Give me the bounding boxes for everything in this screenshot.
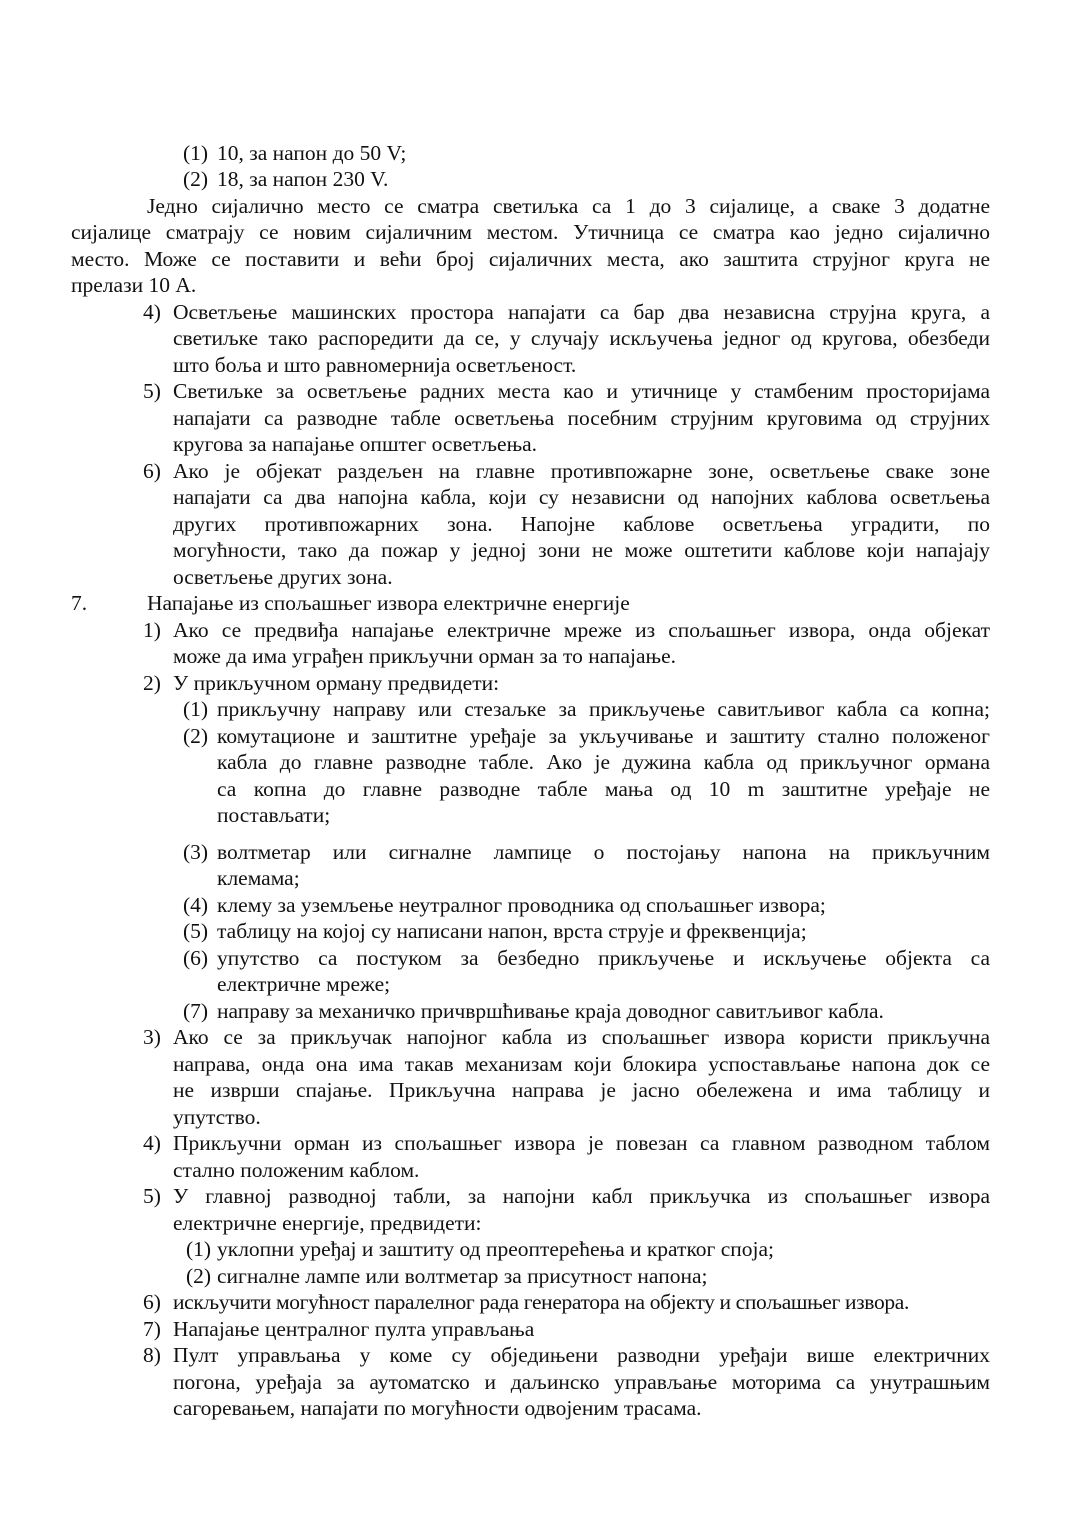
sublist-item-text: прикључну направу или стезаљке за прикључење савитљивог кабла са копна;: [217, 697, 990, 721]
list-item-text: не изврши спајање. Прикључна направа је јасно обележена и има таблицу и: [173, 1078, 990, 1102]
list-item-text: других противпожарних зона. Напојне каблове осветљења уградити, по: [173, 512, 990, 536]
list-item-text: У главној разводној табли, за напојни кабл прикључка из спољашњег извора: [173, 1184, 990, 1208]
paragraph-line: прелази 10 А.: [71, 273, 197, 297]
list-number: 2): [143, 671, 161, 695]
list-number: 5): [143, 379, 161, 403]
sublist-item-text: клемама;: [217, 866, 300, 890]
list-item-text: направа, онда она има такав механизам који блокира успостављање напона док се: [173, 1052, 990, 1076]
list-item-text: Прикључни орман из спољашњег извора је повезан са главном разводном таблом: [173, 1131, 990, 1155]
sublist-number: (7): [183, 999, 209, 1023]
list-item-text: 18, за напон 230 V.: [217, 167, 389, 191]
paragraph-line: сијалице сматрају се новим сијаличним местом. Утичница се сматра као једно сијалично: [71, 220, 990, 244]
list-item-text: електричне енергије, предвидети:: [173, 1211, 482, 1235]
list-item-text: Напајање централног пулта управљања: [173, 1317, 535, 1341]
list-item-text: може да има уграђен прикључни орман за то напајање.: [173, 644, 677, 668]
list-item-text: 10, за напон до 50 V;: [217, 141, 407, 165]
list-number: 4): [143, 1131, 161, 1155]
sublist-number: (2): [183, 724, 209, 748]
sublist-number: (3): [183, 840, 209, 864]
list-item-text: кругова за напајање општег осветљења.: [173, 432, 538, 456]
list-number: 1): [143, 618, 161, 642]
list-number: (2): [183, 167, 209, 191]
sublist-number: (5): [183, 919, 209, 943]
sublist-number: (6): [183, 946, 209, 970]
sublist-item-text: упутство са постуком за безбедно прикључење и искључење објекта са: [217, 946, 990, 970]
list-number: 6): [143, 1290, 161, 1314]
sublist-number: (4): [183, 893, 209, 917]
section-title: Напајање из спољашњег извора електричне енергије: [147, 591, 630, 615]
list-number: (1): [183, 141, 209, 165]
sublist-item-text: комутационе и заштитне уређаје за укључивање и заштиту стално положеног: [217, 724, 990, 748]
sublist-item-text: електричне мреже;: [217, 972, 391, 996]
sublist-item-text: клему за уземљење неутралног проводника од спољашњег извора;: [217, 893, 826, 917]
list-item-text: упутство.: [173, 1105, 261, 1129]
list-item-text: могућности, тако да пожар у једној зони не може оштетити каблове који напајају: [173, 538, 990, 562]
list-item-text: стално положеним каблом.: [173, 1158, 420, 1182]
list-number: 5): [143, 1184, 161, 1208]
list-item-text: напајати са разводне табле осветљења посебним струјним круговима од струјних: [173, 406, 990, 430]
sublist-number: (2): [186, 1264, 212, 1288]
list-number: 6): [143, 459, 161, 483]
sublist-item-text: волтметар или сигналне лампице о постојању напона на прикључним: [217, 840, 990, 864]
list-item-text: погона, уређаја за аутоматско и даљинско управљање моторима са унутрашњим: [173, 1370, 990, 1394]
list-number: 3): [143, 1025, 161, 1049]
list-item-text: сагоревањем, напајати по могућности одвојеним трасама.: [173, 1396, 702, 1420]
list-item-text: У прикључном орману предвидети:: [173, 671, 500, 695]
list-item-text: напајати са два напојна кабла, који су независни од напојних каблова осветљења: [173, 485, 990, 509]
section-number: 7.: [71, 591, 88, 615]
sublist-item-text: постављати;: [217, 803, 331, 827]
paragraph-line: место. Може се поставити и већи број сијаличних места, ако заштита струјног круга не: [71, 247, 990, 271]
list-number: 4): [143, 300, 161, 324]
list-item-text: Осветљење машинских простора напајати са бар два независна струјна круга, а: [173, 300, 990, 324]
sublist-item-text: сигналне лампе или волтметар за присутност напона;: [217, 1264, 708, 1288]
sublist-item-text: таблицу на којој су написани напон, врста струје и фреквенција;: [217, 919, 807, 943]
list-item-text: што боља и што равномернија осветљеност.: [173, 353, 577, 377]
list-item-text: Светиљке за осветљење радних места као и утичнице у стамбеним просторијама: [173, 379, 990, 403]
sublist-number: (1): [183, 697, 209, 721]
sublist-item-text: направу за механичко причвршћивање краја доводног савитљивог кабла.: [217, 999, 884, 1023]
list-item-text: Ако се за прикључак напојног кабла из спољашњег извора користи прикључна: [173, 1025, 990, 1049]
paragraph-line: Једно сијалично место се сматра светиљка са 1 до 3 сијалице, а сваке 3 додатне: [147, 194, 990, 218]
list-number: 8): [143, 1343, 161, 1367]
list-item-text: Ако се предвиђа напајање електричне мреже из спољашњег извора, онда објекат: [173, 618, 990, 642]
list-item-text: Пулт управљања у коме су обједињени разводни уређаји више електричних: [173, 1343, 990, 1367]
sublist-number: (1): [186, 1237, 212, 1261]
sublist-item-text: са копна до главне разводне табле мања од 10 m заштитне уређаје не: [217, 777, 990, 801]
list-item-text: светиљке тако распоредити да се, у случају искључења једног од кругова, обезбеди: [173, 326, 990, 350]
list-item-text: искључити могућност паралелног рада генератора на објекту и спољашњег извора.: [173, 1290, 909, 1314]
list-item-text: Ако је објекат раздељен на главне противпожарне зоне, осветљење сваке зоне: [173, 459, 990, 483]
list-number: 7): [143, 1317, 161, 1341]
sublist-item-text: уклопни уређај и заштиту од преоптерећења и кратког споја;: [217, 1237, 775, 1261]
sublist-item-text: кабла до главне разводне табле. Ако је дужина кабла од прикључног ормана: [217, 750, 990, 774]
list-item-text: осветљење других зона.: [173, 565, 393, 589]
